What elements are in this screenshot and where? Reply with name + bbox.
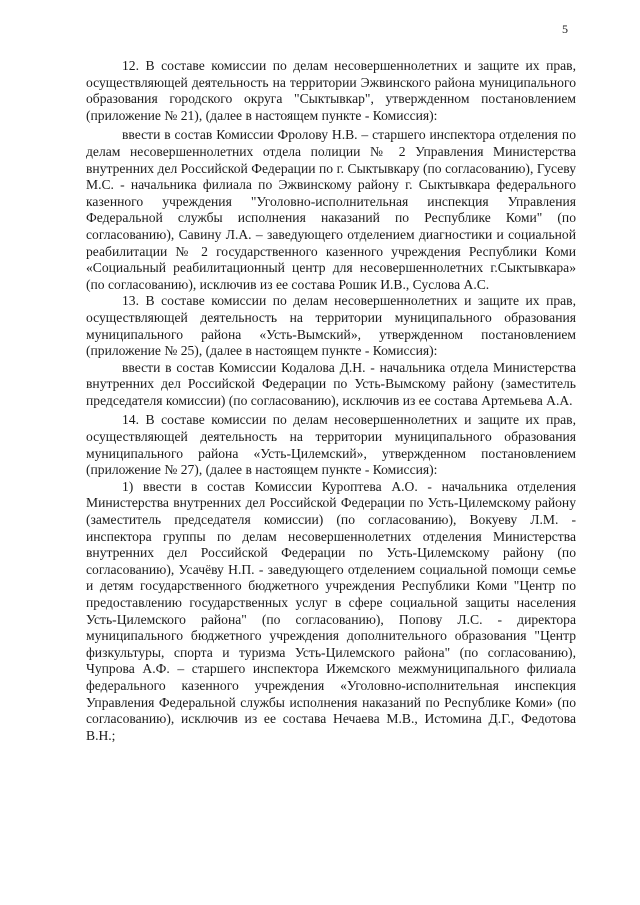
- paragraph-item-12: 12. В составе комиссии по делам несовершеннолетних и защите их прав, осуществляющей деятельность на территории Эжвинского района муниципального образования городского округа "Сыктывкар", утвержденном постановлением (приложение № 21), (далее в настоящем пункте - Комиссия):: [86, 58, 576, 123]
- page-number: 5: [562, 22, 568, 36]
- paragraph-item-12-body: ввести в состав Комиссии Фролову Н.В. – старшего инспектора отделения по делам несовершеннолетних отдела полиции № 2 Управления Министерства внутренних дел Российской Федерации по г. Сыктывкару (по согласованию), Гусеву М.С. - начальника филиала по Эжвинскому району г. Сыктывкара федерального казенного учреждения "Уголовно-исполнительная инспекция Управления Федеральной службы исполнения наказаний по Республике Коми" (по согласованию), Савину Л.А. – заведующего отделением диагностики и социальной реабилитации № 2 государственного казенного учреждения Республики Коми «Социальный реабилитационный центр для несовершеннолетних г.Сыктывкара» (по согласованию), исключив из ее состава Рошик И.В., Суслова А.С.: [86, 127, 576, 292]
- paragraph-item-13: 13. В составе комиссии по делам несовершеннолетних и защите их прав, осуществляющей деятельность на территории муниципального образования муниципального района «Усть-Вымский», утвержденном постановлением (приложение № 25), (далее в настоящем пункте - Комиссия):: [86, 293, 576, 359]
- paragraph-item-14-subitem-1: 1) ввести в состав Комиссии Куроптева А.О. - начальника отделения Министерства внутренних дел Российской Федерации по Усть-Цилемскому району (заместитель председателя комиссии) (по согласованию), Вокуеву Л.М. - инспектора группы по делам несовершеннолетних отделения Министерства внутренних дел Российской Федерации по Усть-Цилемскому району (по согласованию), Усачёву Н.П. - заведующего отделением социальной помощи семье и детям государственного бюджетного учреждения Республики Коми "Центр по предоставлению государственных услуг в сфере социальной защиты населения Усть-Цилемского района" (по согласованию), Попову Л.С. - директора муниципального бюджетного учреждения дополнительного образования "Центр физкультуры, спорта и туризма Усть-Цилемского района" (по согласованию), Чупрова А.Ф. – старшего инспектора Ижемского межмуниципального филиала федерального казенного учреждения «Уголовно-исполнительная инспекция Управления Федеральной службы исполнения наказаний по Республике Коми» (по согласованию), исключив из ее состава Нечаева М.В., Истомина Д.Г., Федотова В.Н.;: [86, 478, 576, 743]
- paragraph-item-13-body: ввести в состав Комиссии Кодалова Д.Н. - начальника отдела Министерства внутренних дел Российской Федерации по Усть-Вымскому району (заместитель председателя комиссии) (по согласованию), исключив из ее состава Артемьева А.А.: [86, 359, 576, 408]
- document-body: [86, 58, 576, 744]
- paragraph-item-14: 14. В составе комиссии по делам несовершеннолетних и защите их прав, осуществляющей деятельность на территории муниципального образования муниципального района «Усть-Цилемский», утвержденном постановлением (приложение № 27), (далее в настоящем пункте - Комиссия):: [86, 412, 576, 478]
